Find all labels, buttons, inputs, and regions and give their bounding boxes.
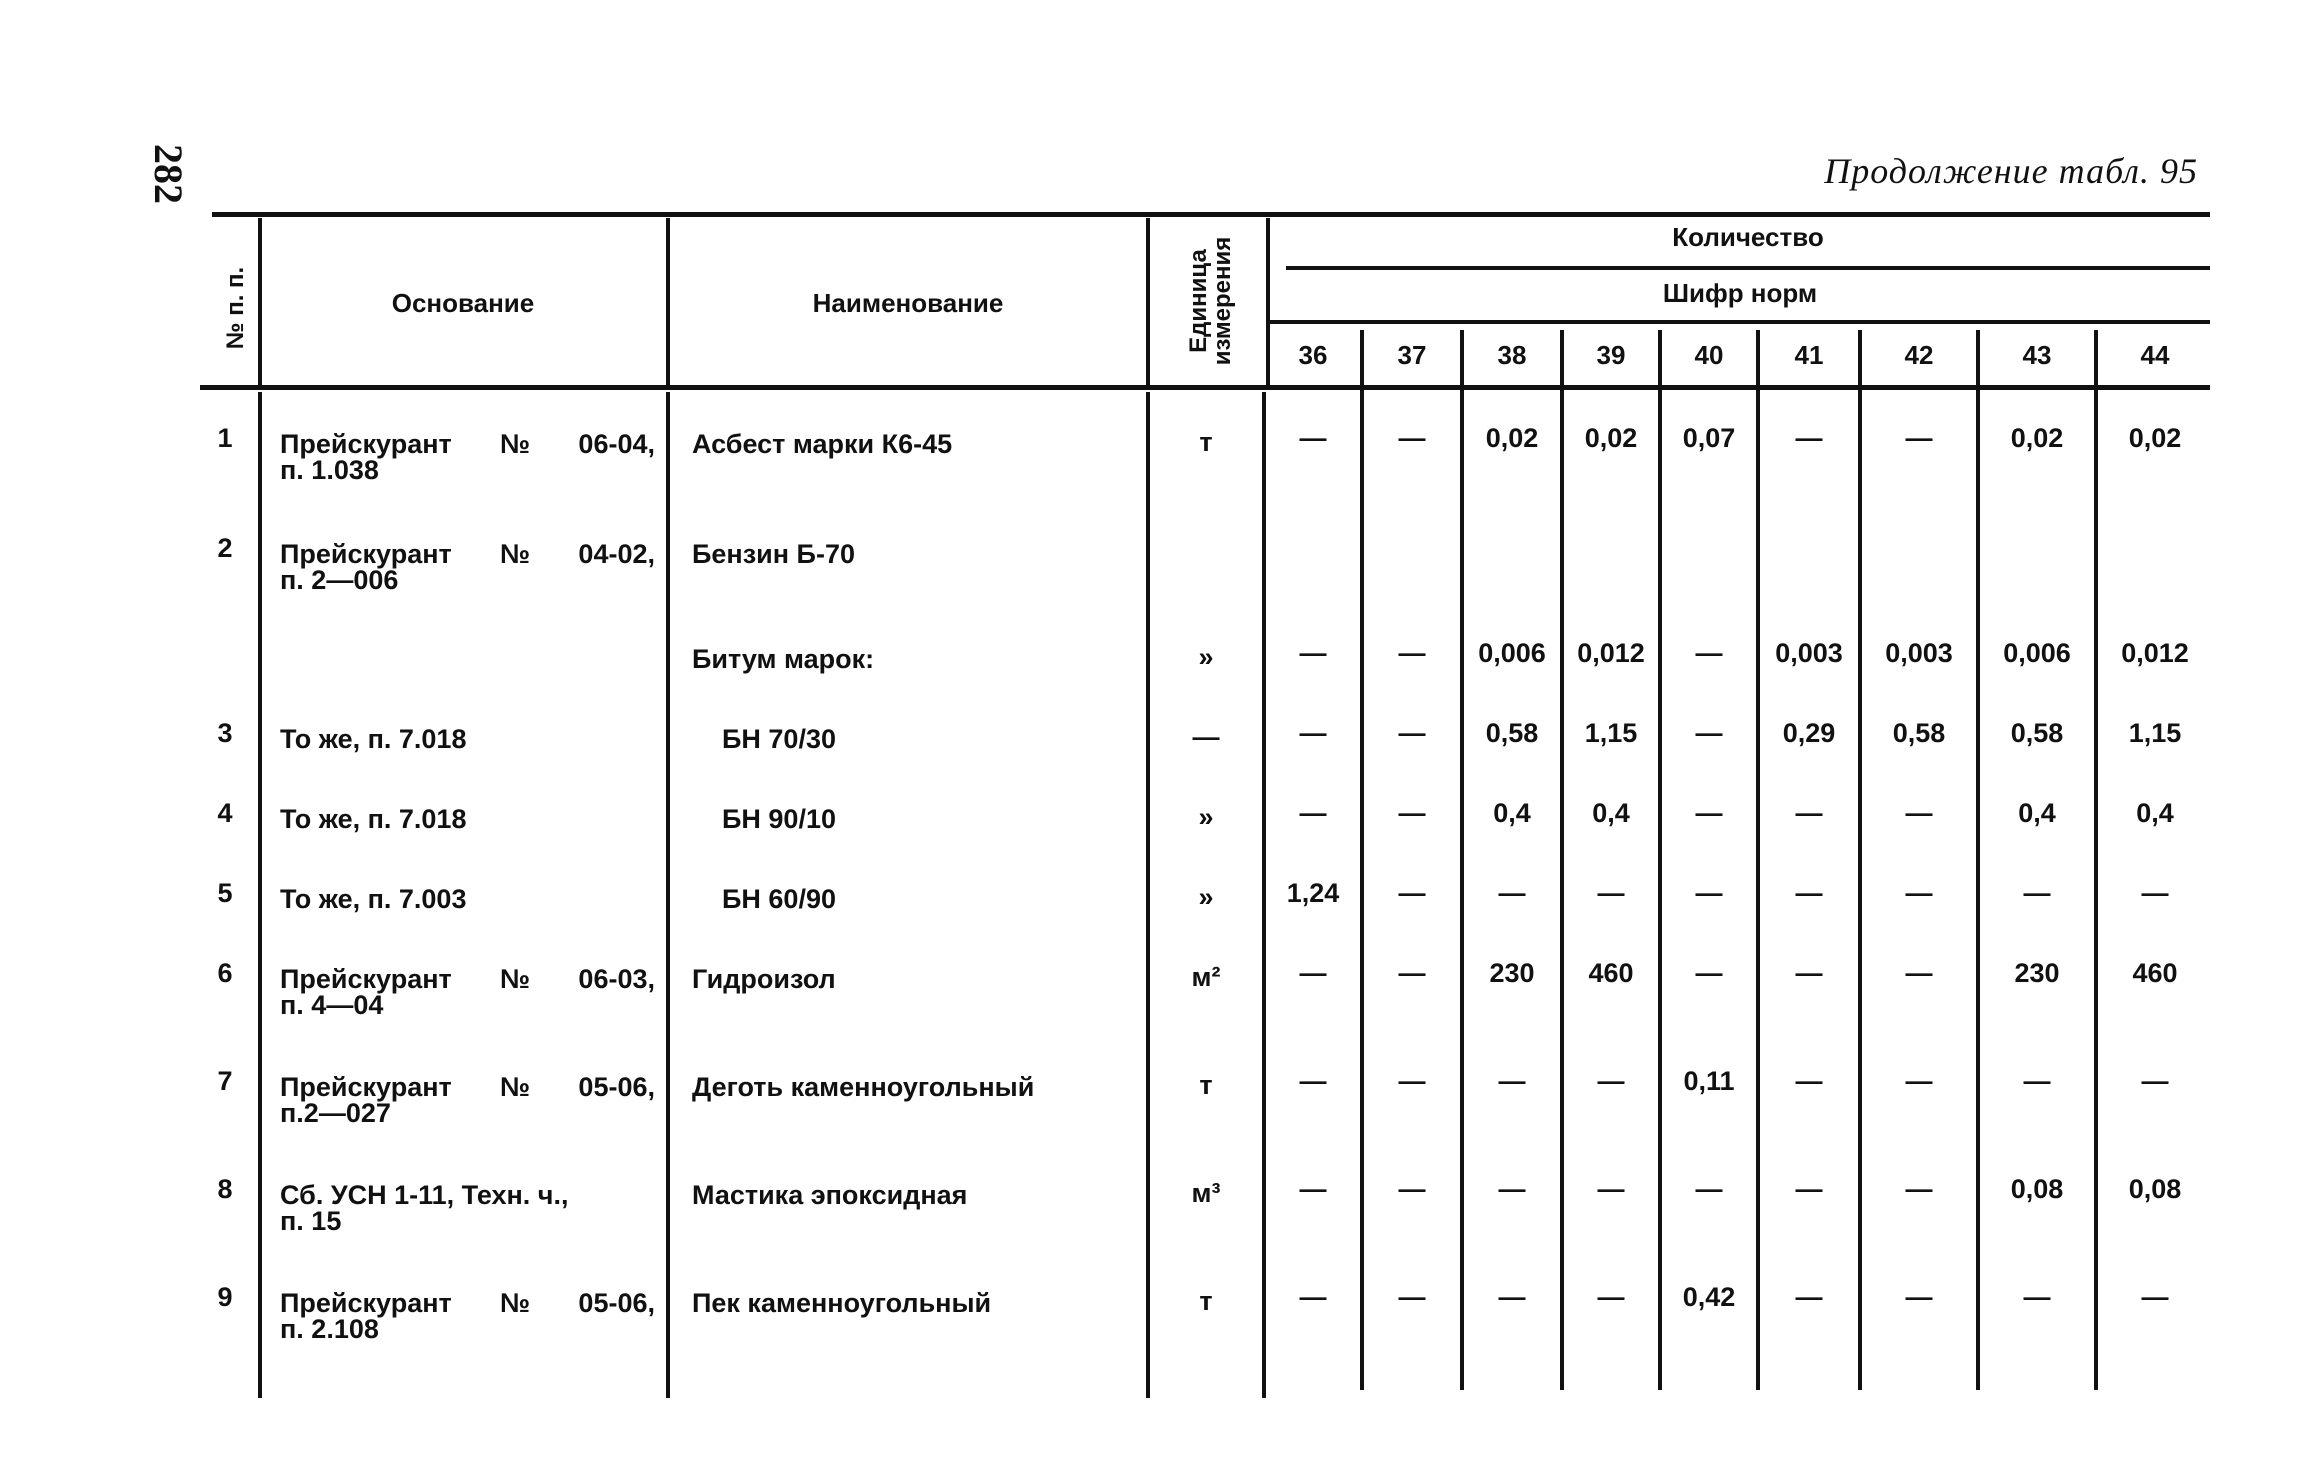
- norm-code-header: 39: [1596, 340, 1626, 370]
- row-value: —: [2023, 1066, 2051, 1096]
- row-basis-line1: [280, 431, 655, 458]
- row-value: 0,003: [1775, 638, 1843, 668]
- header-norm-code: Шифр норм: [1662, 278, 1818, 308]
- row-value: —: [1398, 718, 1426, 748]
- row-value: —: [1695, 878, 1723, 908]
- row-basis-line2: п. 15: [280, 1206, 342, 1236]
- row-unit: т: [1199, 427, 1213, 457]
- row-value: —: [1597, 1174, 1625, 1204]
- row-value: —: [2141, 878, 2169, 908]
- row-name: БН 60/90: [722, 884, 836, 914]
- norm-code-underline: [1270, 320, 2210, 324]
- row-number: 5: [217, 878, 233, 908]
- row-unit: »: [1198, 882, 1214, 912]
- row-value: —: [1398, 878, 1426, 908]
- row-value: 0,58: [1892, 718, 1946, 748]
- row-unit: »: [1198, 642, 1214, 672]
- body-vline: [1976, 330, 1980, 1390]
- row-value: 0,012: [1577, 638, 1645, 668]
- norm-code-header: 36: [1298, 340, 1328, 370]
- row-basis: [280, 1074, 655, 1127]
- row-basis-part: 04-02,: [578, 539, 655, 569]
- row-basis-part: №: [500, 964, 531, 994]
- row-value: 0,58: [1485, 718, 1539, 748]
- row-value: 0,02: [2010, 423, 2064, 453]
- row-basis-line2: п. 2.108: [280, 1314, 379, 1344]
- row-name: БН 90/10: [722, 804, 836, 834]
- row-basis-line1: [280, 886, 655, 913]
- body-vline: [258, 392, 262, 1398]
- row-value: —: [1299, 1174, 1327, 1204]
- row-basis-line1: [280, 1182, 655, 1209]
- row-unit: »: [1198, 802, 1214, 832]
- row-name: Асбест марки К6-45: [692, 429, 953, 459]
- row-basis-part: То же, п. 7.018: [280, 724, 467, 754]
- row-basis-part: 05-06,: [578, 1072, 655, 1102]
- norm-code-header: 38: [1497, 340, 1527, 370]
- row-value: 1,24: [1286, 878, 1340, 908]
- row-basis: [280, 886, 655, 912]
- row-unit: м³: [1191, 1178, 1221, 1208]
- row-basis: [280, 806, 655, 832]
- norm-code-header: 43: [2022, 340, 2052, 370]
- row-name: Битум марок:: [692, 644, 875, 674]
- row-unit: т: [1199, 1286, 1213, 1316]
- row-basis-line1: [280, 726, 655, 753]
- row-value: —: [1299, 718, 1327, 748]
- row-value: 0,11: [1683, 1066, 1735, 1096]
- row-value: —: [1299, 423, 1327, 453]
- row-value: —: [1299, 798, 1327, 828]
- row-value: —: [1695, 798, 1723, 828]
- body-vline: [1858, 330, 1862, 1390]
- page-number: 282: [146, 144, 191, 204]
- row-basis-part: То же, п. 7.018: [280, 804, 467, 834]
- body-vline: [1460, 330, 1464, 1390]
- table-caption: Продолжение табл. 95: [1824, 151, 2198, 191]
- row-basis: [280, 1290, 655, 1343]
- row-value: —: [1498, 1066, 1526, 1096]
- row-value: 0,006: [2003, 638, 2071, 668]
- row-basis-part: 06-03,: [578, 964, 655, 994]
- row-basis: [280, 541, 655, 594]
- body-vline: [2094, 330, 2098, 1390]
- row-value: —: [1597, 1282, 1625, 1312]
- row-basis-part: Прейскурант: [280, 429, 452, 459]
- norm-code-header: 41: [1794, 340, 1824, 370]
- row-value: 230: [1489, 958, 1535, 988]
- row-value: —: [1795, 958, 1823, 988]
- row-basis-line1: [280, 1074, 655, 1101]
- row-number: 2: [217, 533, 233, 563]
- row-unit: —: [1192, 722, 1220, 752]
- row-value: —: [2141, 1066, 2169, 1096]
- row-basis-part: №: [500, 1072, 531, 1102]
- row-value: —: [1905, 878, 1933, 908]
- row-value: 460: [2132, 958, 2178, 988]
- row-basis-line2: п.2—027: [280, 1098, 391, 1128]
- row-number: 1: [217, 423, 233, 453]
- header-row-number: № п. п.: [222, 266, 249, 350]
- row-basis-part: №: [500, 429, 531, 459]
- row-value: —: [1597, 878, 1625, 908]
- row-value: 0,08: [2010, 1174, 2064, 1204]
- row-unit: т: [1199, 1070, 1213, 1100]
- row-basis-line2: п. 1.038: [280, 455, 379, 485]
- row-value: —: [1795, 878, 1823, 908]
- row-value: 0,02: [1584, 423, 1638, 453]
- row-number: 3: [217, 718, 233, 748]
- body-vline: [1360, 330, 1364, 1390]
- row-basis-line1: [280, 1290, 655, 1317]
- row-number: 9: [217, 1282, 233, 1312]
- row-value: 0,003: [1885, 638, 1953, 668]
- row-basis-part: То же, п. 7.003: [280, 884, 467, 914]
- row-name: Бензин Б-70: [692, 539, 855, 569]
- row-name: БН 70/30: [722, 724, 836, 754]
- row-value: —: [1398, 1282, 1426, 1312]
- header-unit-line2: измерения: [1209, 236, 1236, 366]
- row-basis-part: Прейскурант: [280, 964, 452, 994]
- row-number: 6: [217, 958, 233, 988]
- row-value: 230: [2014, 958, 2060, 988]
- row-value: —: [2023, 1282, 2051, 1312]
- row-basis: [280, 431, 655, 484]
- row-value: —: [1398, 1066, 1426, 1096]
- row-value: 0,02: [1485, 423, 1539, 453]
- body-vline: [1756, 330, 1760, 1390]
- row-value: —: [1597, 1066, 1625, 1096]
- row-value: —: [1795, 423, 1823, 453]
- row-value: 0,4: [1592, 798, 1630, 828]
- header-vline: [1146, 218, 1150, 386]
- row-basis-part: Прейскурант: [280, 1288, 452, 1318]
- row-value: —: [1695, 718, 1723, 748]
- row-basis-part: Прейскурант: [280, 539, 452, 569]
- row-value: —: [1795, 1066, 1823, 1096]
- table-top-rule: [212, 212, 2210, 217]
- body-vline: [1658, 330, 1662, 1390]
- row-value: —: [1498, 1174, 1526, 1204]
- row-basis-part: №: [500, 539, 531, 569]
- body-vline: [666, 392, 670, 1398]
- row-value: —: [1299, 1066, 1327, 1096]
- row-basis: [280, 726, 655, 752]
- row-value: —: [1398, 423, 1426, 453]
- row-basis-line2: п. 2—006: [280, 565, 399, 595]
- row-basis-part: №: [500, 1288, 531, 1318]
- row-value: —: [1795, 798, 1823, 828]
- norm-code-header: 37: [1397, 340, 1427, 370]
- row-value: 1,15: [1584, 718, 1638, 748]
- row-number: 7: [217, 1066, 233, 1096]
- row-unit: м²: [1191, 962, 1221, 992]
- header-basis: Основание: [391, 288, 535, 318]
- row-basis-part: Прейскурант: [280, 1072, 452, 1102]
- body-vline: [1560, 330, 1564, 1390]
- row-value: —: [1398, 1174, 1426, 1204]
- row-value: —: [1299, 638, 1327, 668]
- row-value: —: [1695, 638, 1723, 668]
- row-name: Мастика эпоксидная: [692, 1180, 968, 1210]
- row-value: 0,07: [1682, 423, 1736, 453]
- norm-code-header: 40: [1694, 340, 1724, 370]
- row-value: —: [2023, 878, 2051, 908]
- row-value: —: [1795, 1282, 1823, 1312]
- row-value: —: [1398, 638, 1426, 668]
- row-value: 0,02: [2128, 423, 2182, 453]
- row-value: —: [1905, 798, 1933, 828]
- norm-code-header: 44: [2140, 340, 2170, 370]
- row-basis-part: Сб. УСН 1-11, Техн. ч.,: [280, 1180, 569, 1210]
- row-value: —: [1299, 958, 1327, 988]
- row-value: 0,4: [2018, 798, 2056, 828]
- row-value: —: [1398, 798, 1426, 828]
- row-basis-line2: п. 4—04: [280, 990, 384, 1020]
- row-value: —: [1299, 1282, 1327, 1312]
- row-value: 460: [1588, 958, 1634, 988]
- row-number: 4: [217, 798, 233, 828]
- row-value: —: [1905, 423, 1933, 453]
- row-name: Гидроизол: [692, 964, 836, 994]
- row-value: —: [1498, 1282, 1526, 1312]
- row-basis-line1: [280, 541, 655, 568]
- row-basis: [280, 1182, 655, 1235]
- row-value: —: [1498, 878, 1526, 908]
- row-basis: [280, 966, 655, 1019]
- row-basis-part: 06-04,: [578, 429, 655, 459]
- row-value: —: [1695, 958, 1723, 988]
- row-basis-part: 05-06,: [578, 1288, 655, 1318]
- row-basis-line1: [280, 966, 655, 993]
- row-value: —: [1905, 1066, 1933, 1096]
- row-value: —: [2141, 1282, 2169, 1312]
- row-value: 0,4: [1493, 798, 1531, 828]
- header-name: Наименование: [812, 288, 1004, 318]
- header-bottom-rule: [200, 385, 2210, 390]
- header-quantity: Количество: [1672, 222, 1824, 252]
- row-name: Пек каменноугольный: [692, 1288, 992, 1318]
- row-value: —: [1398, 958, 1426, 988]
- row-value: —: [1905, 958, 1933, 988]
- row-value: 0,29: [1782, 718, 1836, 748]
- row-value: 0,012: [2121, 638, 2189, 668]
- row-value: —: [1695, 1174, 1723, 1204]
- row-value: 0,08: [2128, 1174, 2182, 1204]
- row-value: 0,42: [1682, 1282, 1736, 1312]
- row-number: 8: [217, 1174, 233, 1204]
- row-value: —: [1795, 1174, 1823, 1204]
- quantity-underline: [1286, 266, 2210, 270]
- norm-code-header: 42: [1904, 340, 1934, 370]
- row-value: 1,15: [2128, 718, 2182, 748]
- row-basis-line1: [280, 806, 655, 833]
- row-value: 0,006: [1478, 638, 1546, 668]
- row-value: —: [1905, 1282, 1933, 1312]
- row-name: Деготь каменноугольный: [692, 1072, 1035, 1102]
- header-unit-line1: Единица: [1185, 249, 1212, 353]
- row-value: 0,58: [2010, 718, 2064, 748]
- row-value: 0,4: [2136, 798, 2174, 828]
- row-value: —: [1905, 1174, 1933, 1204]
